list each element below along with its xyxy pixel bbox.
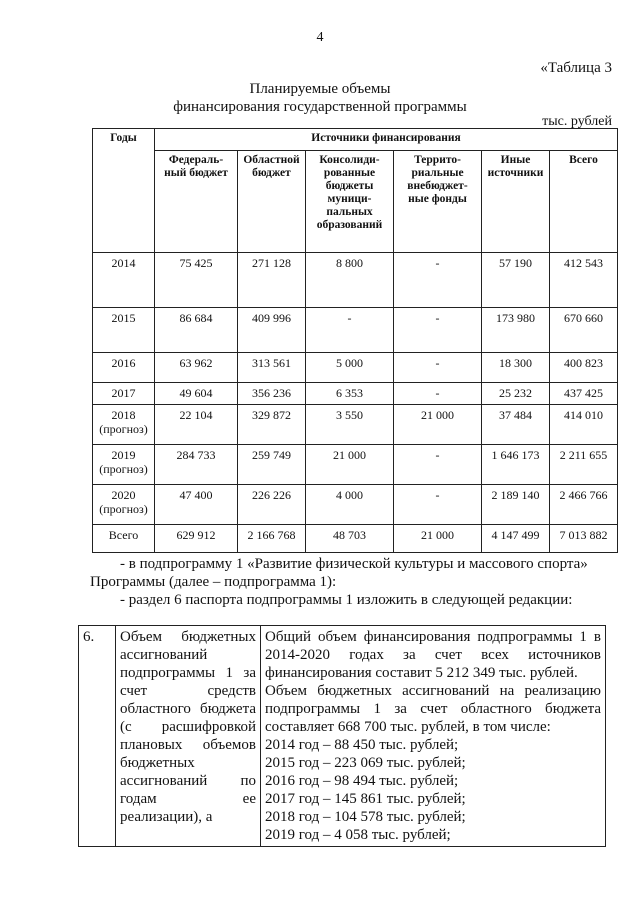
passport-year-line: 2016 год – 98 494 тыс. рублей; [265,773,459,789]
row-value: 25 232 [482,383,550,405]
row-value: - [394,308,482,353]
row-year: Всего [93,525,155,553]
col-header-total: Всего [550,151,618,253]
row-value: 2 166 768 [238,525,306,553]
row-value: 414 010 [550,405,618,445]
row-value: - [394,353,482,383]
row-value: - [306,308,394,353]
row-value: 21 000 [394,525,482,553]
row-value: 6 353 [306,383,394,405]
row-value: 629 912 [155,525,238,553]
row-value: 48 703 [306,525,394,553]
row-value: 47 400 [155,485,238,525]
row-value: 3 550 [306,405,394,445]
row-value: 437 425 [550,383,618,405]
units-label: тыс. рублей [542,114,612,129]
row-value: 2 211 655 [550,445,618,485]
page-number: 4 [316,30,324,45]
row-value: 173 980 [482,308,550,353]
row-year: 2019 (прогноз) [93,445,155,485]
row-value: 284 733 [155,445,238,485]
row-year: 2020 (прогноз) [93,485,155,525]
row-value: - [394,485,482,525]
table-row [93,485,618,525]
row-value: 4 000 [306,485,394,525]
col-header-other: Иные источники [482,151,550,253]
row-value: 63 962 [155,353,238,383]
row-value: 86 684 [155,308,238,353]
row-value: 37 484 [482,405,550,445]
passport-year-line: 2015 год – 223 069 тыс. рублей; [265,755,466,771]
title-line-1: Планируемые объемы [249,81,391,97]
row-value: 412 543 [550,253,618,308]
table-row [93,525,618,553]
row-value: 22 104 [155,405,238,445]
col-header-federal: Федераль- ный бюджет [155,151,238,253]
passport-year-line: 2018 год – 104 578 тыс. рублей; [265,809,466,825]
passport-year-line: 2019 год – 4 058 тыс. рублей; [265,827,451,843]
row-year: 2014 [93,253,155,308]
row-year: 2016 [93,353,155,383]
row-value: 49 604 [155,383,238,405]
row-value: 5 000 [306,353,394,383]
passport-content-regional: Объем бюджетных ассигнований на реализацию подпрограммы 1 за счет областного бюджета составляет 668 700 тыс. рублей, в том числе: [265,683,601,735]
row-value: 313 561 [238,353,306,383]
passport-year-line: 2017 год – 145 861 тыс. рублей; [265,791,466,807]
financing-table [92,128,618,553]
row-value: - [394,253,482,308]
title-line-2: финансирования государственной программы [173,99,467,115]
row-value: 21 000 [394,405,482,445]
passport-year-line: 2014 год – 88 450 тыс. рублей; [265,737,459,753]
col-header-offbudget: Террито- риальные внебюджет- ные фонды [394,151,482,253]
row-value: 7 013 882 [550,525,618,553]
row-value: 75 425 [155,253,238,308]
row-value: 21 000 [306,445,394,485]
col-header-regional: Областной бюджет [238,151,306,253]
row-value: 4 147 499 [482,525,550,553]
col-header-years: Годы [93,129,155,253]
row-year: 2017 [93,383,155,405]
passport-content-total: Общий объем финансирования подпрограммы 1 в 2014-2020 годах за счет всех источников финансирования составит 5 212 349 тыс. рублей. [265,629,601,681]
document-title [0,80,640,116]
table-row [93,353,618,383]
row-value: 670 660 [550,308,618,353]
row-value: 1 646 173 [482,445,550,485]
row-value: 271 128 [238,253,306,308]
paragraph-section6: - раздел 6 паспорта подпрограммы 1 изложить в следующей редакции: [120,592,573,608]
col-header-sources: Источники финансирования [155,129,618,151]
row-value: 2 466 766 [550,485,618,525]
row-value: 57 190 [482,253,550,308]
row-value: 409 996 [238,308,306,353]
row-value: 226 226 [238,485,306,525]
passport-row-label: Объем бюджетных ассигнований подпрограммы 1 за счет средств областного бюджета (с расшифровкой плановых объемов бюджетных ассигнований по годам ее реализации), а [116,626,261,847]
row-value: 259 749 [238,445,306,485]
passport-row-number: 6. [79,626,116,847]
row-value: 400 823 [550,353,618,383]
row-value: - [394,445,482,485]
table-row [93,308,618,353]
table-reference: «Таблица 3 [540,60,612,76]
table-row [93,383,618,405]
col-header-municipal: Консолиди- рованные бюджеты муници- пальных образований [306,151,394,253]
row-value: 8 800 [306,253,394,308]
table-row [93,405,618,445]
row-year: 2018 (прогноз) [93,405,155,445]
table-row [93,445,618,485]
row-year: 2015 [93,308,155,353]
row-value: 329 872 [238,405,306,445]
paragraph-subprogram: - в подпрограмму 1 «Развитие физической культуры и массового спорта» Программы (далее – подпрограмма 1): [90,556,588,590]
row-value: 18 300 [482,353,550,383]
passport-row-content [261,626,606,847]
table-row [93,253,618,308]
row-value: 2 189 140 [482,485,550,525]
row-value: - [394,383,482,405]
row-value: 356 236 [238,383,306,405]
passport-table [78,625,606,847]
